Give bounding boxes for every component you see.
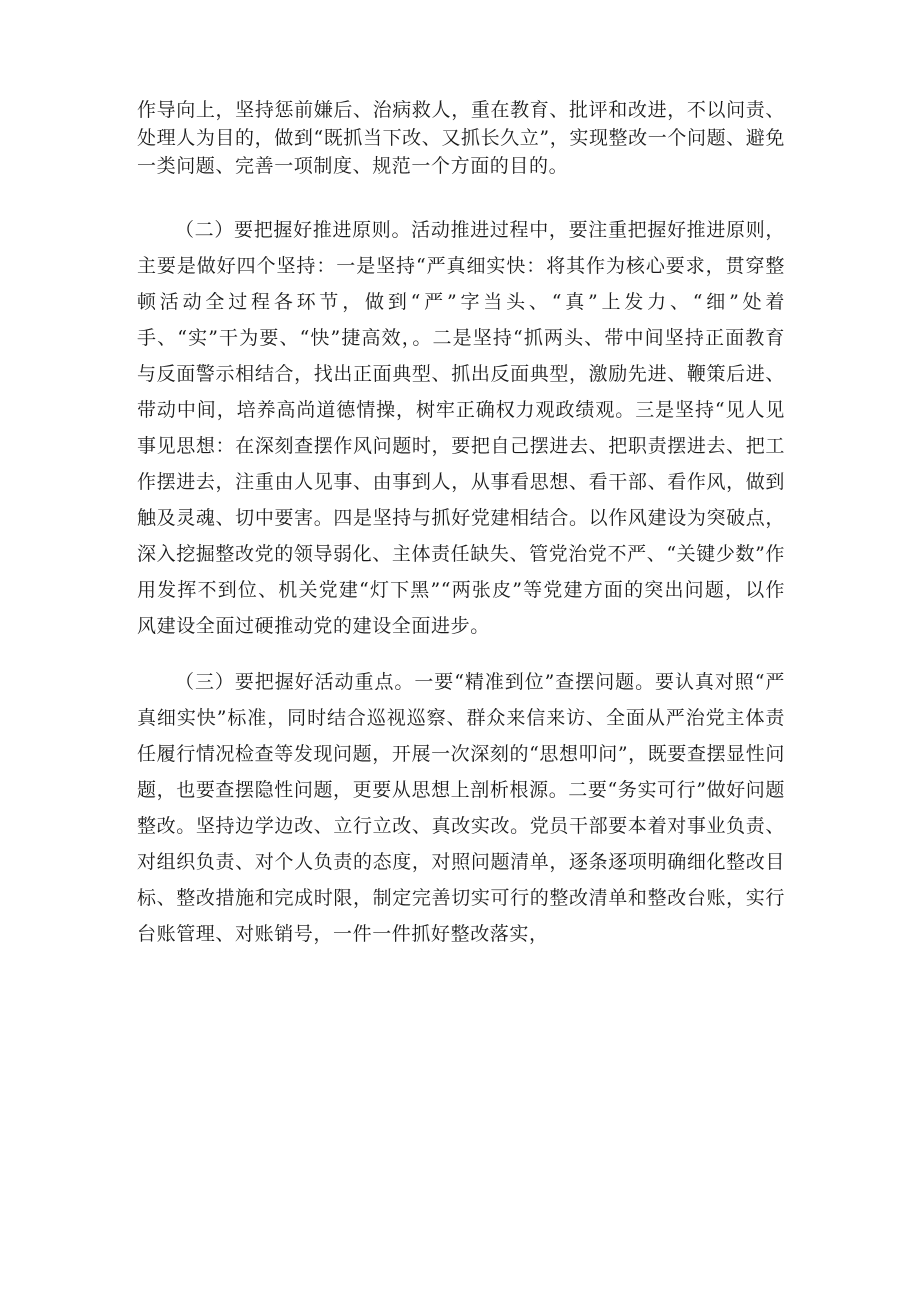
paragraph-gap bbox=[137, 180, 785, 212]
paragraph-section-3: （三）要把握好活动重点。一要“精准到位”查摆问题。要认真对照“严真细实快”标准，同时结合巡视巡察、群众来信来访、全面从严治党主体责任履行情况检查等发现问题，开展一次深刻的“思想叩问”，既要查摆显性问题，也要查摆隐性问题，更要从思想上剖析根源。二要“务实可行”做好问题整改。坚持边学边改、立行立改、真改实改。党员干部要本着对事业负责、对组织负责、对个人负责的态度，对照问题清单，逐条逐项明确细化整改目标、整改措施和完成时限，制定完善切实可行的整改清单和整改台账，实行台账管理、对账销号，一件一件抓好整改落实， bbox=[137, 671, 785, 945]
paragraph-gap bbox=[137, 644, 785, 664]
paragraph-continuation: 作导向上，坚持惩前嫌后、治病救人，重在教育、批评和改进，不以问责、处理人为目的，做到“既抓当下改、又抓长久立”，实现整改一个问题、避免一类问题、完善一项制度、规范一个方面的目的。 bbox=[137, 99, 785, 177]
document-page bbox=[137, 96, 785, 952]
paragraph-section-2: （二）要把握好推进原则。活动推进过程中，要注重把握好推进原则，主要是做好四个坚持：一是坚持“严真细实快：将其作为核心要求，贯穿整顿活动全过程各环节，做到“严”字当头、“真”上发力、“细”处着手、“实”干为要、“快”捷高效，。二是坚持“抓两头、带中间坚持正面教育与反面警示相结合，找出正面典型、抓出反面典型，激励先进、鞭策后进、带动中间，培养高尚道德情操，树牢正确权力观政绩观。三是坚持“见人见事见思想：在深刻查摆作风问题时，要把自己摆进去、把职责摆进去、把工作摆进去，注重由人见事、由事到人，从事看思想、看干部、看作风，做到触及灵魂、切中要害。四是坚持与抓好党建相结合。以作风建设为突破点，深入挖掘整改党的领导弱化、主体责任缺失、管党治党不严、“关键少数”作用发挥不到位、机关党建“灯下黑”“两张皮”等党建方面的突出问题，以作风建设全面过硬推动党的建设全面进步。 bbox=[137, 219, 785, 637]
